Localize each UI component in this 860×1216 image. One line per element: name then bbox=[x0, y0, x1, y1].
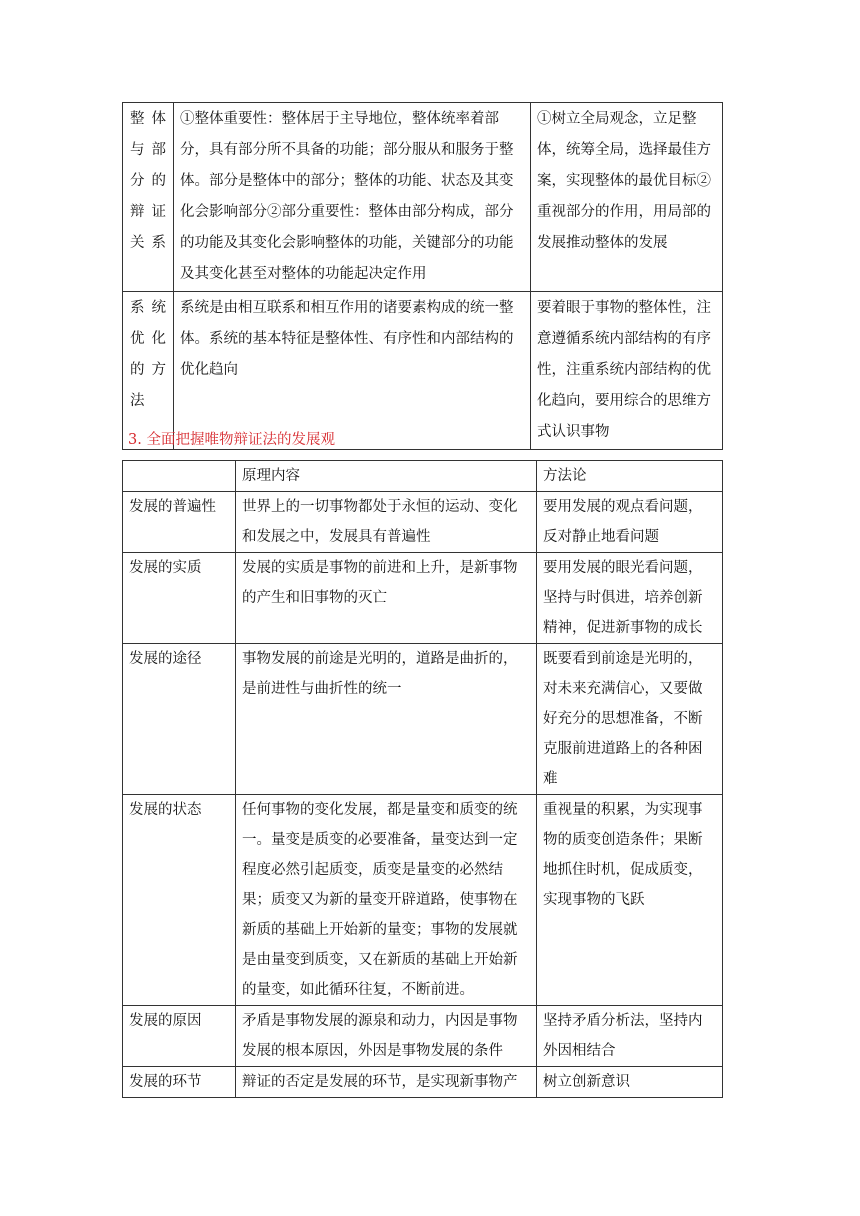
row-principle: 矛盾是事物发展的源泉和动力，内因是事物发展的根本原因，外因是事物发展的条件 bbox=[236, 1006, 537, 1067]
row-topic: 发展的途径 bbox=[123, 644, 236, 795]
row-topic: 发展的实质 bbox=[123, 553, 236, 644]
table-row bbox=[123, 492, 723, 553]
header-principle: 原理内容 bbox=[236, 461, 537, 492]
row-topic: 系统优化的方法 bbox=[123, 292, 174, 450]
row-method: ①树立全局观念，立足整体，统筹全局，选择最佳方案，实现整体的最优目标②重视部分的作用，用局部的发展推动整体的发展 bbox=[531, 103, 723, 292]
row-principle: 发展的实质是事物的前进和上升，是新事物的产生和旧事物的灭亡 bbox=[236, 553, 537, 644]
row-principle: 事物发展的前途是光明的，道路是曲折的，是前进性与曲折性的统一 bbox=[236, 644, 537, 795]
row-method: 要用发展的观点看问题，反对静止地看问题 bbox=[537, 492, 723, 553]
table-row bbox=[123, 644, 723, 795]
row-topic: 发展的普遍性 bbox=[123, 492, 236, 553]
row-method: 既要看到前途是光明的，对未来充满信心，又要做好充分的思想准备，不断克服前进道路上的各种困难 bbox=[537, 644, 723, 795]
table-row bbox=[123, 553, 723, 644]
row-topic: 发展的环节 bbox=[123, 1067, 236, 1098]
row-topic: 发展的原因 bbox=[123, 1006, 236, 1067]
row-method: 坚持矛盾分析法，坚持内外因相结合 bbox=[537, 1006, 723, 1067]
table-row bbox=[123, 1067, 723, 1098]
table-row bbox=[123, 1006, 723, 1067]
table-row bbox=[123, 795, 723, 1006]
row-principle: 任何事物的变化发展，都是量变和质变的统一。量变是质变的必要准备，量变达到一定程度必然引起质变，质变是量变的必然结果；质变又为新的量变开辟道路，使事物在新质的基础上开始新的量变；事物的发展就是由量变到质变，又在新质的基础上开始新的量变，如此循环往复，不断前进。 bbox=[236, 795, 537, 1006]
row-topic: 整体与部分的辩证关系 bbox=[123, 103, 174, 292]
table-row bbox=[123, 103, 723, 292]
header-method: 方法论 bbox=[537, 461, 723, 492]
section-heading: 3. 全面把握唯物辩证法的发展观 bbox=[128, 432, 335, 448]
row-principle: 系统是由相互联系和相互作用的诸要素构成的统一整体。系统的基本特征是整体性、有序性和内部结构的优化趋向 bbox=[174, 292, 531, 450]
table-header-row bbox=[123, 461, 723, 492]
development-view-table bbox=[122, 460, 723, 1098]
system-thinking-table bbox=[122, 102, 723, 450]
table-row bbox=[123, 292, 723, 450]
row-method: 重视量的积累，为实现事物的质变创造条件；果断地抓住时机，促成质变，实现事物的飞跃 bbox=[537, 795, 723, 1006]
row-method: 要着眼于事物的整体性，注意遵循系统内部结构的有序性，注重系统内部结构的优化趋向，要用综合的思维方式认识事物 bbox=[531, 292, 723, 450]
row-method: 要用发展的眼光看问题，坚持与时俱进，培养创新精神，促进新事物的成长 bbox=[537, 553, 723, 644]
row-method: 树立创新意识 bbox=[537, 1067, 723, 1098]
row-principle: 辩证的否定是发展的环节，是实现新事物产 bbox=[236, 1067, 537, 1098]
row-topic: 发展的状态 bbox=[123, 795, 236, 1006]
row-principle: 世界上的一切事物都处于永恒的运动、变化和发展之中，发展具有普遍性 bbox=[236, 492, 537, 553]
header-empty bbox=[123, 461, 236, 492]
row-principle: ①整体重要性：整体居于主导地位，整体统率着部分，具有部分所不具备的功能；部分服从和服务于整体。部分是整体中的部分；整体的功能、状态及其变化会影响部分②部分重要性：整体由部分构成，部分的功能及其变化会影响整体的功能，关键部分的功能及其变化甚至对整体的功能起决定作用 bbox=[174, 103, 531, 292]
